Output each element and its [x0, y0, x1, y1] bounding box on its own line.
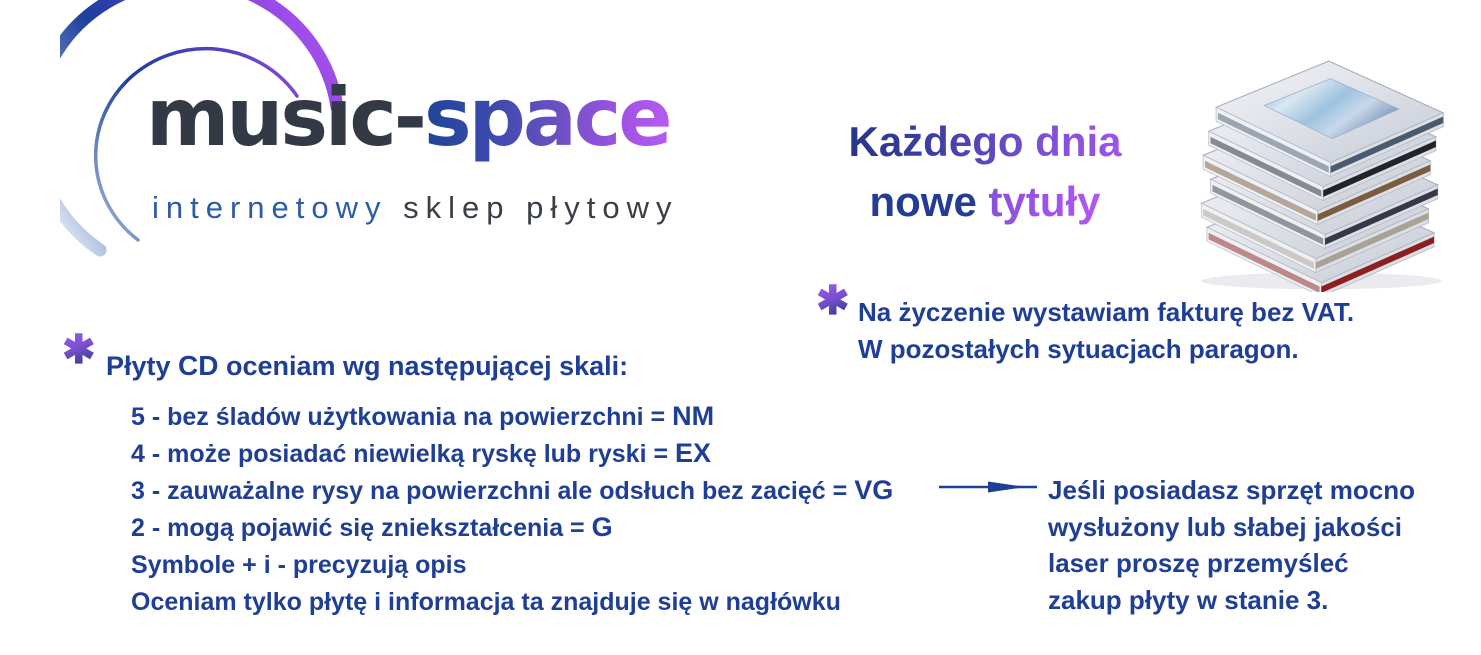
promo-tytuly: tytuły — [988, 177, 1101, 225]
grading-heading-prefix: Płyty — [106, 351, 179, 381]
grade-code: EX — [675, 438, 712, 468]
grade-text: 2 - mogą pojawić się zniekształcenia = — [131, 514, 592, 542]
grade-text: 5 - bez śladów użytkowania na powierzchni = — [131, 403, 673, 431]
brand-text — [146, 71, 670, 164]
music-space-logo[interactable] — [60, 0, 770, 258]
promo-text — [826, 112, 1144, 231]
grading-heading — [106, 350, 628, 382]
grading-heading-suffix: oceniam wg następującej skali: — [218, 351, 629, 381]
promo-nowe: nowe — [869, 177, 989, 225]
promo-line-2 — [826, 172, 1144, 232]
grading-list-item — [131, 546, 893, 583]
brand-tagline — [152, 190, 679, 226]
grade-code: VG — [854, 475, 894, 505]
brand-text-space: space — [423, 71, 670, 164]
vat-note-line-1: Na życzenie wystawiam fakturę bez VAT. — [858, 297, 1355, 327]
warning-note — [1048, 472, 1415, 618]
warning-line-1: Jeśli posiadasz sprzęt mocno — [1048, 475, 1416, 505]
vat-note — [858, 294, 1354, 368]
grading-list-item — [131, 398, 893, 435]
cd-stack-image — [1186, 50, 1466, 292]
grade-code: G — [591, 512, 613, 542]
grading-heading-cd: CD — [178, 350, 219, 381]
tagline-sklep-plytowy: sklep płytowy — [403, 190, 679, 225]
brand-text-music: music — [146, 71, 394, 164]
grading-list-item — [131, 509, 893, 546]
grading-list-item — [131, 583, 893, 620]
grading-list — [131, 398, 893, 620]
brand-text-hyphen: - — [393, 71, 424, 164]
grading-list-item — [131, 472, 893, 509]
vat-note-line-2: W pozostałych sytuacjach paragon. — [858, 334, 1299, 364]
grade-text: 4 - może posiadać niewielką ryskę lub ryski = — [131, 440, 676, 468]
grade-text: 3 - zauważalne rysy na powierzchni ale odsłuch bez zacięć = — [131, 477, 855, 505]
grade-text: Oceniam tylko płytę i informacja ta znajduje się w nagłówku — [131, 588, 841, 616]
grade-text: Symbole + i - precyzują opis — [131, 551, 467, 579]
promo-line-1: Każdego dnia — [826, 112, 1144, 172]
warning-line-3: laser proszę przemyśleć — [1048, 548, 1349, 578]
grade-code: NM — [672, 401, 715, 431]
tagline-internetowy: internetowy — [152, 190, 404, 225]
warning-line-2: wysłużony lub słabej jakości — [1048, 511, 1403, 542]
grading-list-item — [131, 435, 893, 472]
asterisk-icon: ✱ — [62, 328, 96, 372]
warning-line-4: zakup płyty w stanie 3. — [1048, 584, 1329, 615]
arrow-icon — [938, 478, 1040, 501]
asterisk-icon: ✱ — [816, 279, 850, 323]
